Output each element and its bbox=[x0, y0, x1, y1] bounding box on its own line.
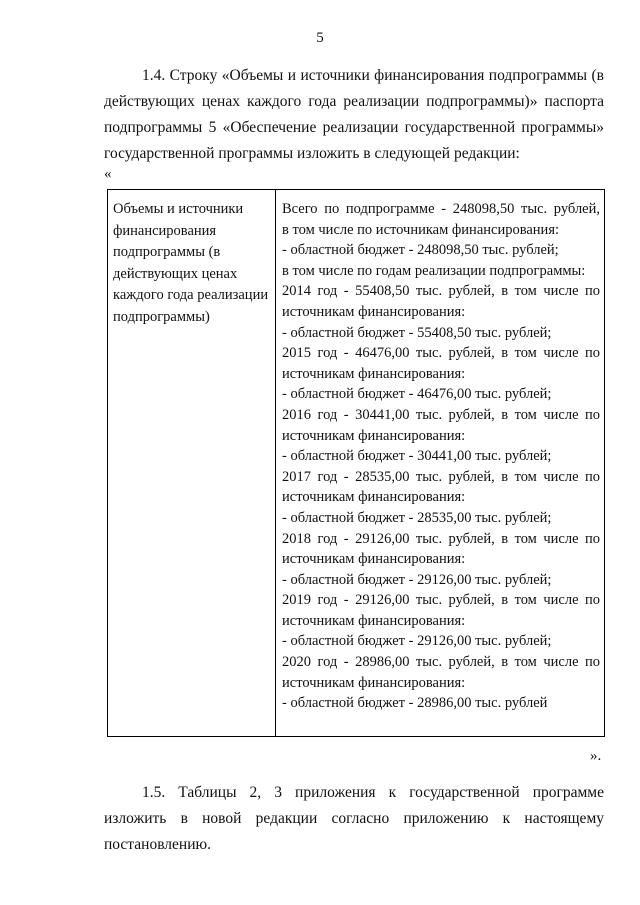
table-line: 2016 год - 30441,00 тыс. рублей, в том числе по bbox=[282, 406, 600, 423]
table-line: Всего по подпрограмме - 248098,50 тыс. рублей, bbox=[282, 201, 600, 217]
table-line: 2015 год - 46476,00 тыс. рублей, в том числе по bbox=[282, 345, 600, 362]
table-value-cell bbox=[276, 190, 604, 736]
opening-quote: « bbox=[104, 166, 112, 182]
table-line: в том числе по источникам финансирования: bbox=[282, 221, 560, 238]
table-line: источникам финансирования: bbox=[282, 303, 466, 320]
closing-quote: ». bbox=[590, 748, 602, 764]
table-line: 2014 год - 55408,50 тыс. рублей, в том числе по bbox=[282, 283, 600, 300]
table-line: 2017 год - 28535,00 тыс. рублей, в том числе по bbox=[282, 468, 600, 485]
table-line: - областной бюджет - 248098,50 тыс. рублей; bbox=[282, 242, 559, 259]
table-label-cell: Объемы и источники финансирования подпрограммы (в действующих ценах каждого года реализации подпрограммы) bbox=[108, 190, 276, 736]
passport-table bbox=[107, 189, 605, 737]
table-line: 2019 год - 29126,00 тыс. рублей, в том числе по bbox=[282, 592, 600, 609]
table-line: 2020 год - 28986,00 тыс. рублей, в том числе по bbox=[282, 654, 600, 671]
table-line: - областной бюджет - 46476,00 тыс. рублей; bbox=[282, 386, 552, 403]
table-line: - областной бюджет - 55408,50 тыс. рублей; bbox=[282, 324, 552, 341]
table-line: - областной бюджет - 28986,00 тыс. рублей bbox=[282, 695, 548, 712]
paragraph-1-5: 1.5. Таблицы 2, 3 приложения к государственной программе изложить в новой редакции согласно приложению к настоящему постановлению. bbox=[104, 784, 604, 853]
table-line: - областной бюджет - 29126,00 тыс. рублей; bbox=[282, 571, 552, 588]
table-line: в том числе по годам реализации подпрограммы: bbox=[282, 262, 586, 279]
table-line: - областной бюджет - 28535,00 тыс. рублей; bbox=[282, 509, 552, 526]
table-line: источникам финансирования: bbox=[282, 551, 466, 568]
table-line: 2018 год - 29126,00 тыс. рублей, в том числе по bbox=[282, 530, 600, 547]
table-line: - областной бюджет - 29126,00 тыс. рублей; bbox=[282, 633, 552, 650]
table-line: источникам финансирования: bbox=[282, 489, 466, 506]
table-line: - областной бюджет - 30441,00 тыс. рублей; bbox=[282, 448, 552, 465]
table-line: источникам финансирования: bbox=[282, 612, 466, 629]
table-line: источникам финансирования: bbox=[282, 365, 466, 382]
page-number: 5 bbox=[316, 30, 324, 46]
paragraph-1-4: 1.4. Строку «Объемы и источники финансирования подпрограммы (в действующих ценах каждого года реализации подпрограммы)» паспорта подпрограммы 5 «Обеспечение реализации государственной программы» государственной программы изложить в следующей редакции: bbox=[104, 67, 604, 162]
table-line: источникам финансирования: bbox=[282, 674, 466, 691]
table-line: источникам финансирования: bbox=[282, 427, 466, 444]
